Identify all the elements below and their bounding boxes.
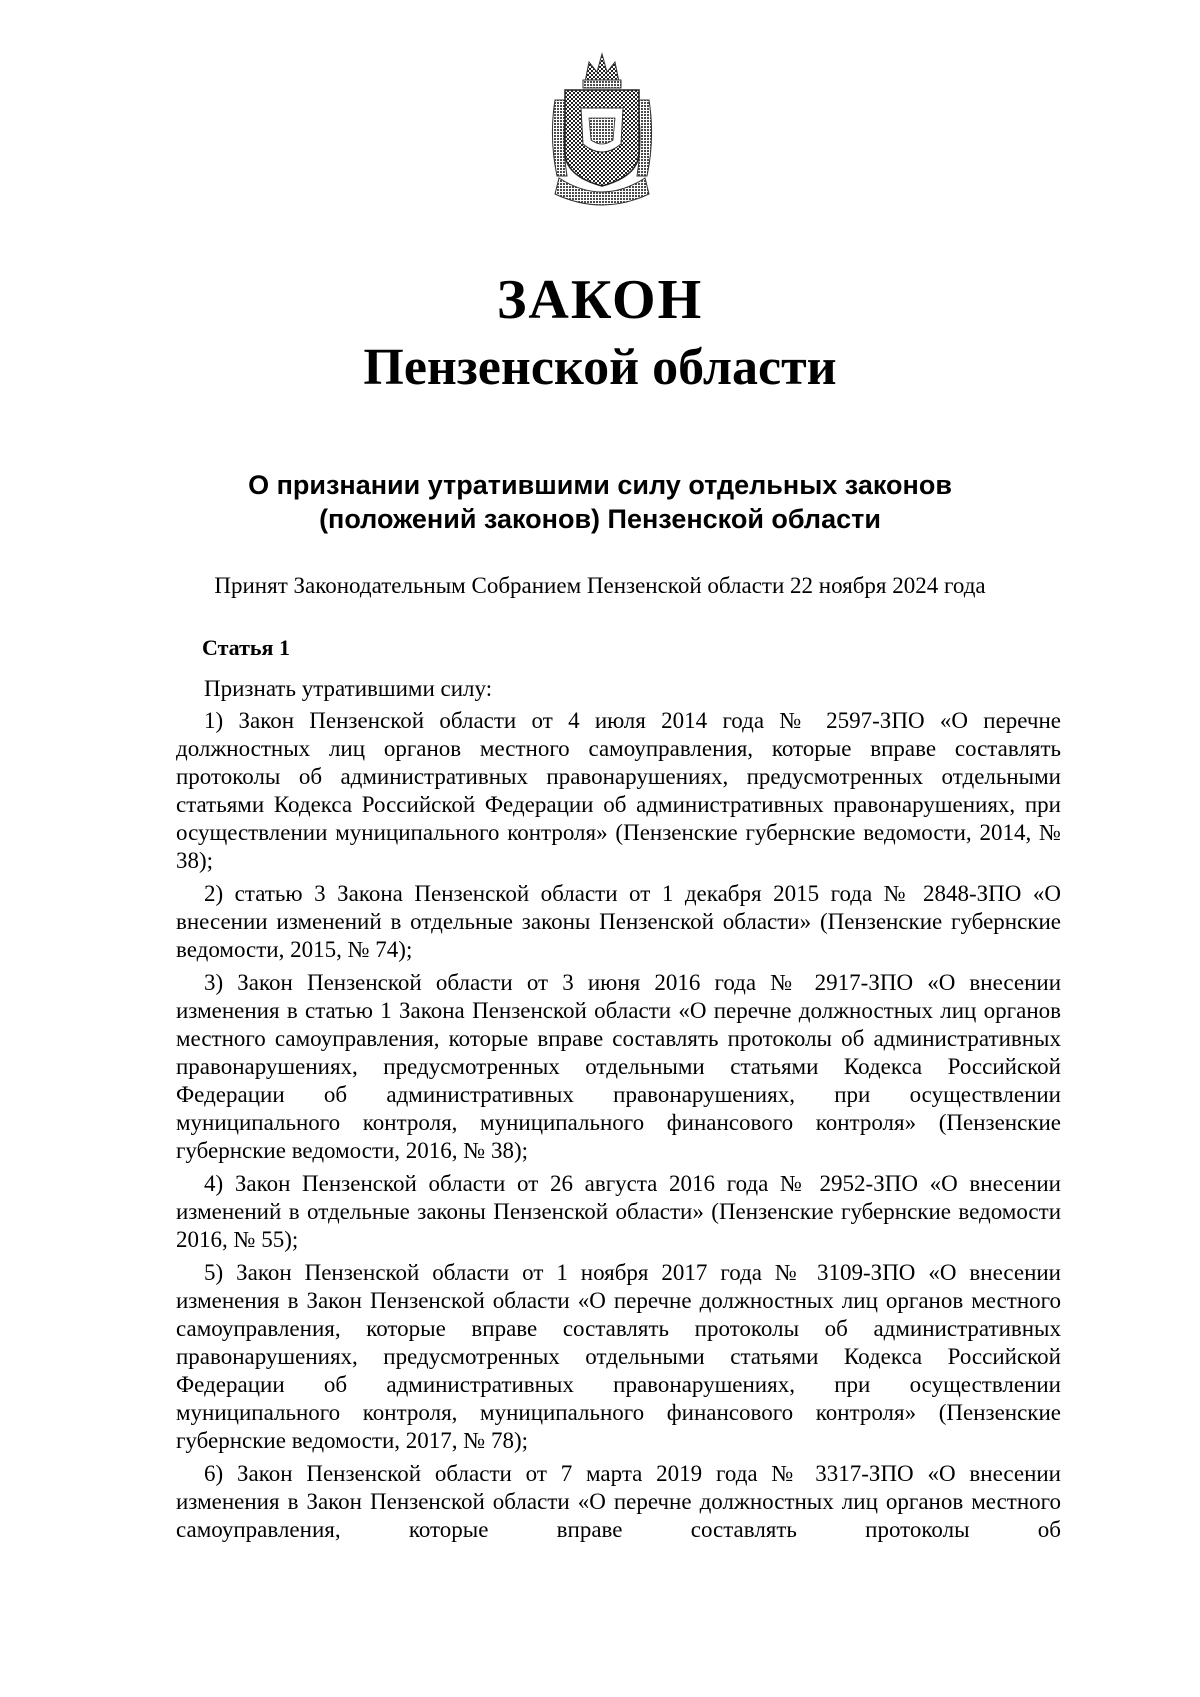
- list-item: 6) Закон Пензенской области от 7 марта 2019 года № 3317-ЗПО «О внесении изменения в Закон Пензенской области «О перечне должностных лиц органов местного самоуправления, которые вправе составлять протоколы об: [176, 1461, 1061, 1542]
- article-body: [176, 675, 1061, 1549]
- law-subject-line-2: (положений законов) Пензенской области: [319, 504, 881, 534]
- list-item: 3) Закон Пензенской области от 3 июня 2016 года № 2917-ЗПО «О внесении изменения в статью 1 Закона Пензенской области «О перечне должностных лиц органов местного самоуправления, которые вправе составлять протоколы об административных правонарушениях, предусмотренных отдельными статьями Кодекса Российской Федерации об административных правонарушениях, при осуществлении муниципального контроля, муниципального финансового контроля» (Пензенские губернские ведомости, 2016, № 38);: [176, 970, 1061, 1163]
- law-subject-line-1: О признании утратившими силу отдельных законов: [248, 470, 952, 500]
- law-subject: [0, 468, 1200, 536]
- law-title: ЗАКОН: [496, 269, 704, 331]
- article-lead: Признать утратившими силу:: [204, 676, 493, 701]
- adoption-note: Принят Законодательным Собранием Пензенской области 22 ноября 2024 года: [214, 573, 986, 598]
- article-heading: Статья 1: [202, 635, 290, 660]
- coat-of-arms-emblem: [545, 48, 659, 206]
- list-item: 4) Закон Пензенской области от 26 августа 2016 года № 2952-ЗПО «О внесении изменений в отдельные законы Пензенской области» (Пензенские губернские ведомости 2016, № 55);: [176, 1171, 1061, 1252]
- list-item: 1) Закон Пензенской области от 4 июля 2014 года № 2597-ЗПО «О перечне должностных лиц органов местного самоуправления, которые вправе составлять протоколы об административных правонарушениях, предусмотренных отдельными статьями Кодекса Российской Федерации об административных правонарушениях, при осуществлении муниципального контроля» (Пензенские губернские ведомости, 2014, № 38);: [176, 708, 1061, 873]
- list-item: 5) Закон Пензенской области от 1 ноября 2017 года № 3109-ЗПО «О внесении изменения в Закон Пензенской области «О перечне должностных лиц органов местного самоуправления, которые вправе составлять протоколы об административных правонарушениях, предусмотренных отдельными статьями Кодекса Российской Федерации об административных правонарушениях, при осуществлении муниципального контроля, муниципального финансового контроля» (Пензенские губернские ведомости, 2017, № 78);: [176, 1260, 1061, 1453]
- law-region: Пензенской области: [363, 339, 837, 396]
- list-item: 2) статью 3 Закона Пензенской области от 1 декабря 2015 года № 2848-ЗПО «О внесении изменений в отдельные законы Пензенской области» (Пензенские губернские ведомости, 2015, № 74);: [176, 881, 1061, 962]
